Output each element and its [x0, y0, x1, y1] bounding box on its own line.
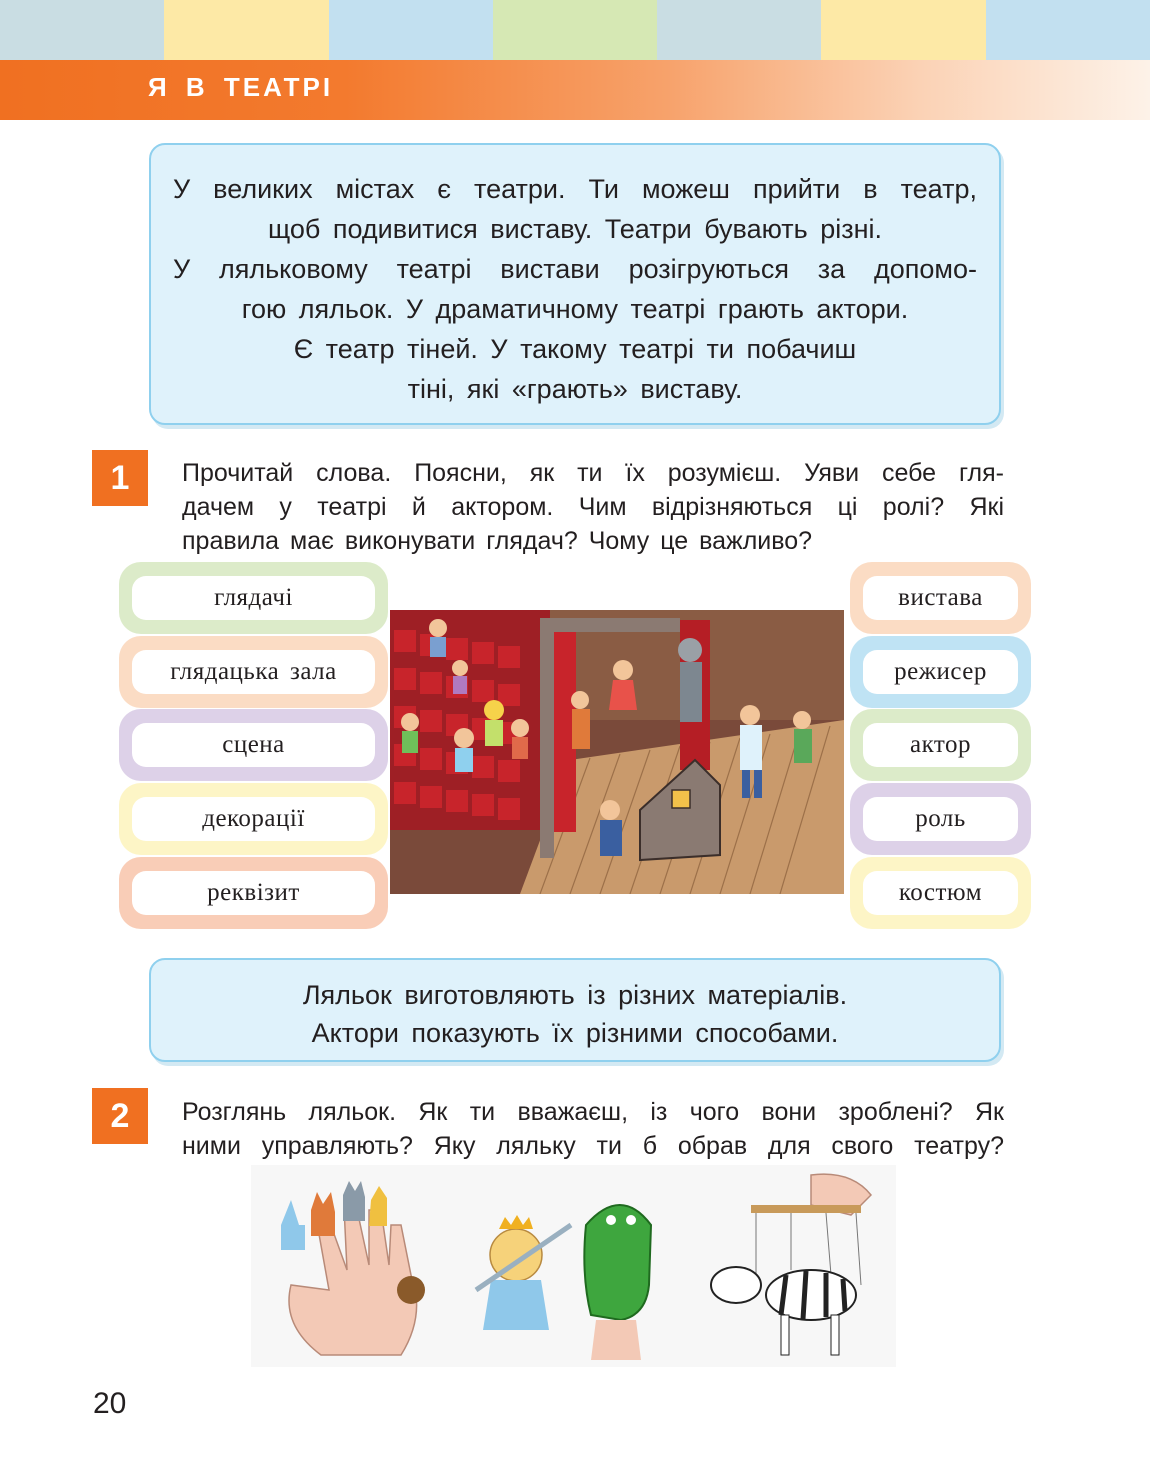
color-strip: [657, 0, 821, 60]
puppets-note-line: Ляльок виготовляють із різних матеріалів.: [302, 980, 848, 1010]
color-strip: [329, 0, 493, 60]
word-card: [119, 636, 388, 708]
word-card-label: глядачі: [132, 576, 375, 620]
word-card-label: декорації: [132, 797, 375, 841]
task-1-line: Прочитай слова. Поясни, як ти їх розумієш. Уяви себе гля-: [182, 459, 1004, 487]
intro-line: гою ляльок. У драматичному театрі грають актори.: [241, 294, 909, 324]
task-2-text: [182, 1095, 1004, 1163]
intro-line: У ляльковому театрі вистави розігруються за допомо-: [173, 254, 977, 284]
word-card: [119, 783, 388, 855]
word-card: [850, 636, 1031, 708]
color-strip: [493, 0, 657, 60]
task-2-line: Розглянь ляльок. Як ти вважаєш, із чого вони зроблені? Як: [182, 1098, 1004, 1126]
puppets-illustration: [251, 1165, 896, 1367]
word-card: [850, 857, 1031, 929]
word-card-label: сцена: [132, 723, 375, 767]
word-card-label: роль: [863, 797, 1018, 841]
intro-line: щоб подивитися виставу. Театри бувають різні.: [267, 214, 883, 244]
intro-line: тіні, які «грають» виставу.: [407, 374, 743, 404]
word-card: [119, 857, 388, 929]
word-card-label: глядацька зала: [132, 650, 375, 694]
word-card-label: реквізит: [132, 871, 375, 915]
word-card: [119, 709, 388, 781]
task-1-line: дачем у театрі й актором. Чим відрізняються ці ролі? Які: [182, 493, 1004, 521]
word-card: [850, 783, 1031, 855]
theater-stage-illustration: [390, 610, 844, 894]
intro-text-box: [149, 143, 1001, 425]
task-2-line: ними управляють? Яку ляльку ти б обрав для свого театру?: [182, 1132, 1004, 1160]
page-number: 20: [93, 1387, 127, 1420]
task-2-number: 2: [92, 1088, 148, 1144]
intro-line: У великих містах є театри. Ти можеш прийти в театр,: [173, 174, 977, 204]
word-card-label: режисер: [863, 650, 1018, 694]
word-card: [850, 709, 1031, 781]
color-strip: [986, 0, 1150, 60]
task-1-line: правила має виконувати глядач? Чому це важливо?: [182, 527, 813, 555]
intro-line: Є театр тіней. У такому театрі ти побачиш: [293, 334, 857, 364]
puppets-note-box: [149, 958, 1001, 1062]
color-strip: [0, 0, 164, 60]
word-card: [850, 562, 1031, 634]
color-strip: [821, 0, 985, 60]
top-color-strips: [0, 0, 1150, 60]
word-card-label: актор: [863, 723, 1018, 767]
word-card: [119, 562, 388, 634]
word-card-label: костюм: [863, 871, 1018, 915]
puppets-note-line: Актори показують їх різними способами.: [311, 1018, 839, 1048]
task-1-number: 1: [92, 450, 148, 506]
task-1-text: [182, 456, 1004, 558]
page-title: Я В ТЕАТРІ: [148, 72, 334, 102]
word-card-label: вистава: [863, 576, 1018, 620]
color-strip: [164, 0, 328, 60]
